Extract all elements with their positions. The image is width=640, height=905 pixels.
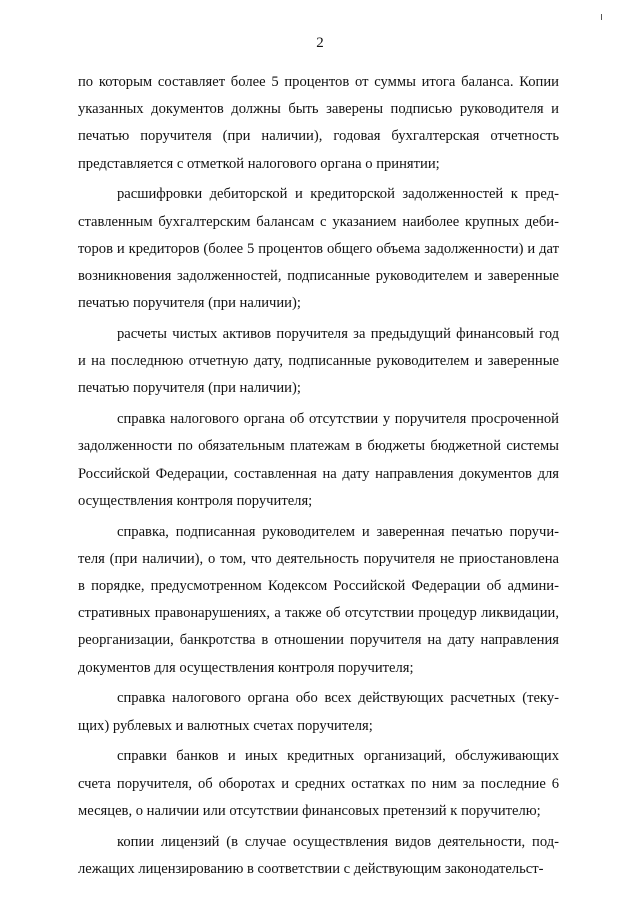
paragraph-balance-copies: по которым составляет более 5 процентов от суммы итога баланса. Копии указанных документов должны быть заверены подписью руководителя и печатью поручителя (при наличии), годовая бухгалтерская отчетность представляется с отметкой налогового органа о принятии; (78, 74, 559, 172)
scan-speck (601, 14, 602, 20)
paragraph-activity-certificate: справка, подписанная руководителем и заверенная печатью поручителя (при наличии), о том, что деятельность поручителя не приостановлена в порядке, предусмотренном Кодексом Российской Федерации об административных правонарушениях, а также об отсутствии процедур ликвидации, реорганизации, банкротства в отношении поручителя на дату направления документов для осуществления контроля поручителя; (78, 523, 559, 676)
paragraph-bank-accounts-certificate: справка налогового органа обо всех действующих расчетных (текущих) рублевых и валютных счетах поручителя; (78, 690, 559, 734)
paragraph-bank-turnover-certificates: справки банков и иных кредитных организаций, обслуживающих счета поручителя, об оборотах и средних остатках по ним за последние 6 месяцев, о наличии или отсутствии финансовых претензий к поручителю; (78, 748, 559, 819)
paragraph-net-assets: расчеты чистых активов поручителя за предыдущий финансовый год и на последнюю отчетную дату, подписанные руководителем и заверенные печатью поручителя (при наличии); (78, 326, 559, 397)
document-body (78, 69, 559, 883)
page-number: 2 (316, 35, 324, 51)
paragraph-receivables-payables: расшифровки дебиторской и кредиторской задолженностей к представленным бухгалтерским балансам с указанием наиболее крупных дебиторов и кредиторов (более 5 процентов общего объема задолженности) и дат возникновения задолженностей, подписанные руководителем и заверенные печатью поручителя (при наличии); (78, 186, 559, 312)
paragraph-license-copies: копии лицензий (в случае осуществления видов деятельности, подлежащих лицензированию в соответствии с действующим законодательст- (78, 833, 559, 877)
paragraph-tax-arrears-certificate: справка налогового органа об отсутствии у поручителя просроченной задолженности по обязательным платежам в бюджеты бюджетной системы Российской Федерации, составленная на дату направления документов для осуществления контроля поручителя; (78, 411, 559, 509)
